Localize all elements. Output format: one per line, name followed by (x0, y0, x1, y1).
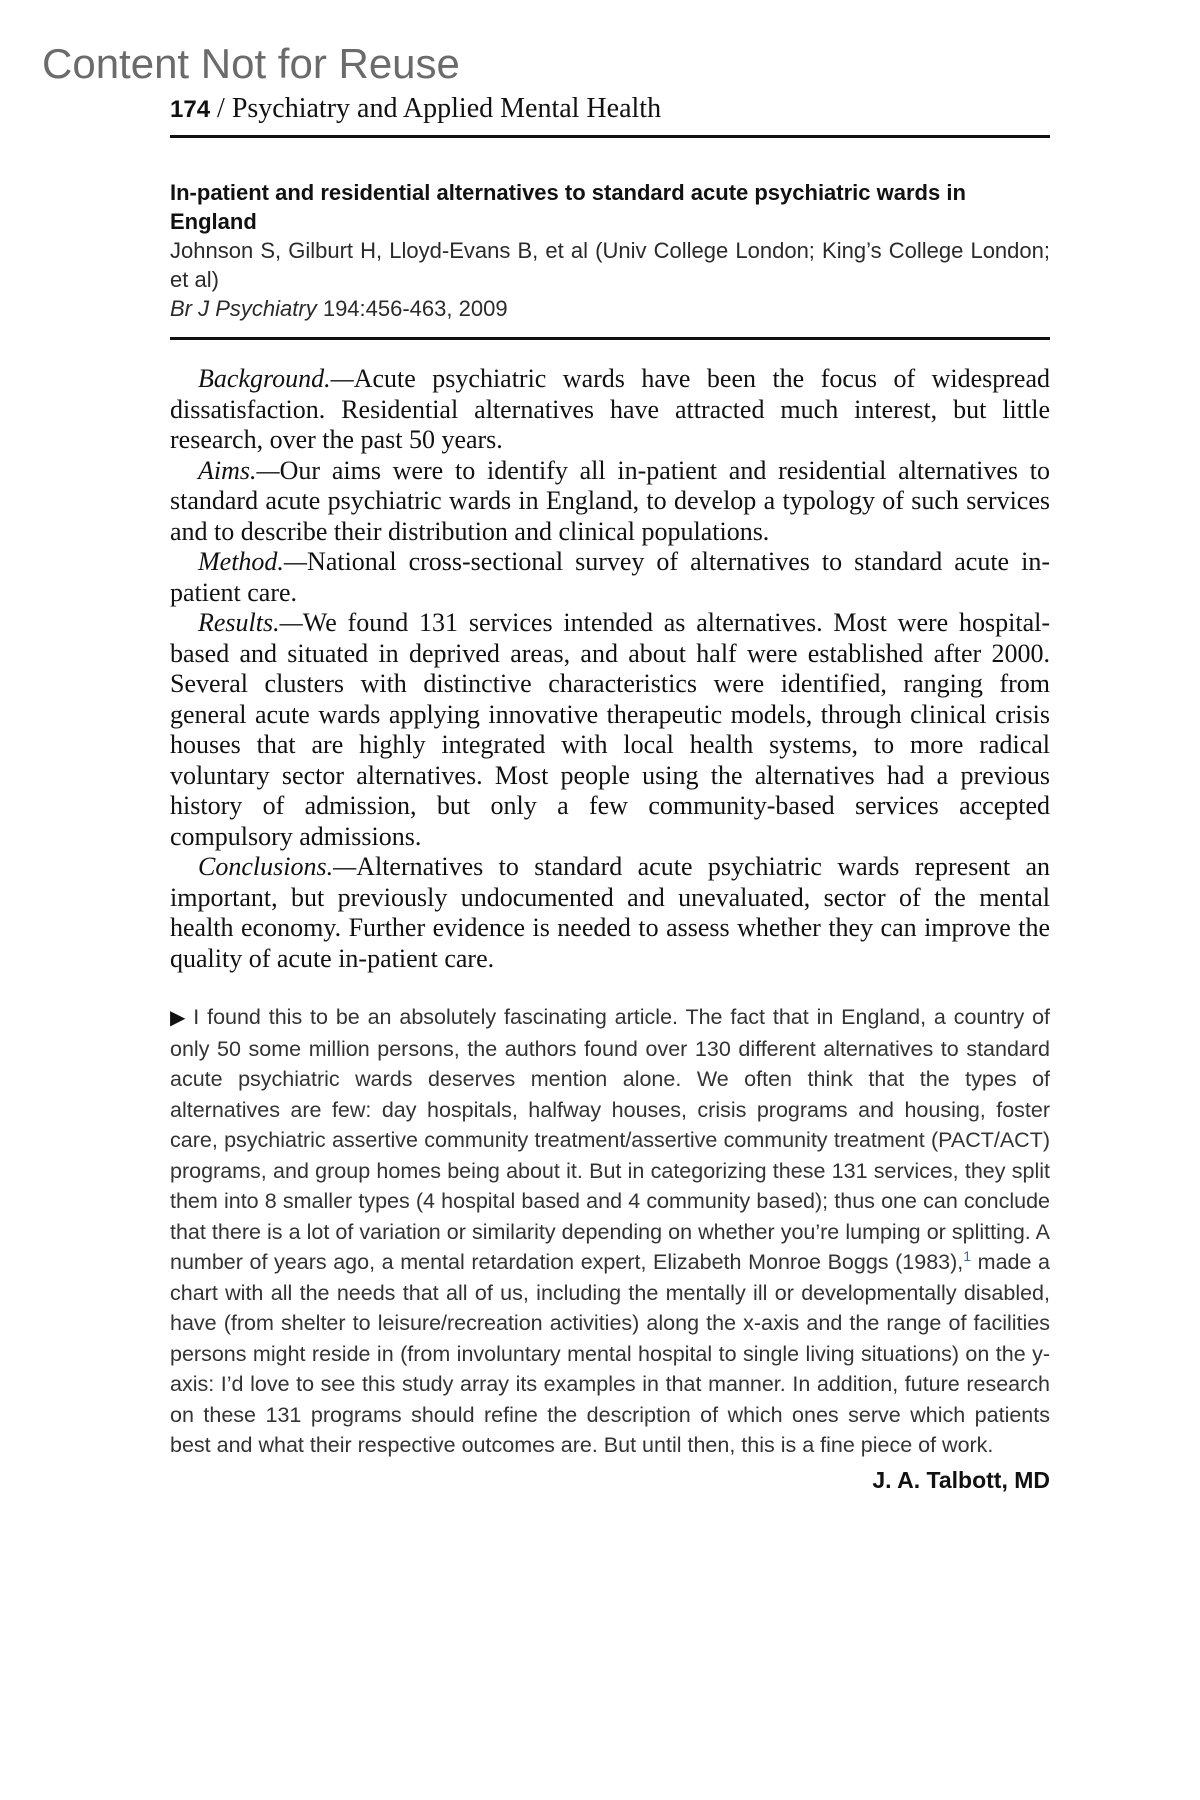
citation-block (170, 178, 1050, 340)
article-authors: Johnson S, Gilburt H, Lloyd-Evans B, et al (Univ College London; King’s College London; et al) (170, 238, 1050, 292)
journal-title: Psychiatry and Applied Mental Health (231, 93, 662, 124)
commentary (170, 1002, 1050, 1461)
abstract-results (170, 608, 1050, 852)
abstract-conclusions (170, 852, 1050, 974)
running-head (170, 90, 1050, 138)
results-heading: Results.— (198, 608, 303, 637)
aims-heading: Aims.— (198, 455, 280, 485)
reference-link[interactable]: 1 (963, 1247, 972, 1264)
method-text: National cross-sectional survey of alternatives to standard acute in-patient care. (170, 547, 1050, 607)
method-heading: Method.— (198, 547, 308, 576)
journal-reference: 194:456-463, 2009 (322, 296, 508, 321)
commentary-text-continued: made a chart with all the needs that all of us, including the mentally ill or developmentally disabled, have (from shelter to leisure/recreation activities) along the x-axis and the range of facilities persons might reside in (from involuntary mental hospital to single living situations) on the y-axis: I’d love to see this study array its examples in that manner. In addition, future research on these 131 programs should refine the description of which ones serve which patients best and what their respective outcomes are. But until then, this is a fine piece of work. (170, 1250, 1050, 1457)
conclusions-heading: Conclusions.— (198, 852, 357, 881)
triangle-marker-icon: ▶ (170, 1007, 188, 1029)
article-title: In-patient and residential alternatives to standard acute psychiatric wards in England (170, 180, 966, 234)
journal-page (170, 90, 1050, 1495)
journal-citation (170, 294, 1050, 323)
page-number: 174 (170, 96, 211, 123)
abstract-background (170, 364, 1050, 456)
aims-text: Our aims were to identify all in-patient and residential alternatives to standard acute psychiatric wards in England, to develop a typology of such services and to describe their distribution and clinical populations. (170, 455, 1050, 546)
conclusions-text: Alternatives to standard acute psychiatric wards represent an important, but previously undocumented and unevaluated, sector of the mental health economy. Further evidence is needed to assess whether they can improve the quality of acute in-patient care. (170, 852, 1050, 973)
abstract-aims (170, 456, 1050, 548)
background-heading: Background.— (198, 364, 354, 393)
journal-name: Br J Psychiatry (170, 296, 317, 321)
abstract-method (170, 547, 1050, 608)
abstract (170, 364, 1050, 974)
head-separator: / (217, 93, 225, 124)
watermark: Content Not for Reuse (42, 40, 460, 87)
commentator-signature: J. A. Talbott, MD (872, 1466, 1050, 1493)
results-text: We found 131 services intended as alternatives. Most were hospital-based and situated in deprived areas, and about half were established after 2000. Several clusters with distinctive characteristics were identified, ranging from general acute wards applying innovative therapeutic models, through clinical crisis houses that are highly integrated with local health systems, to more radical voluntary sector alternatives. Most people using the alternatives had a previous history of admission, but only a few community-based services accepted compulsory admissions. (170, 608, 1050, 851)
commentary-text: I found this to be an absolutely fascinating article. The fact that in England, a country of only 50 some million persons, the authors found over 130 different alternatives to standard acute psychiatric wards deserves mention alone. We often think that the types of alternatives are few: day hospitals, halfway houses, crisis programs and housing, foster care, psychiatric assertive community treatment/assertive community treatment (PACT/ACT) programs, and group homes being about it. But in categorizing these 131 services, they split them into 8 smaller types (4 hospital based and 4 community based); thus one can conclude that there is a lot of variation or similarity depending on whether you’re lumping or splitting. A number of years ago, a mental retardation expert, Elizabeth Monroe Boggs (1983), (170, 1005, 1050, 1274)
background-text: Acute psychiatric wards have been the focus of widespread dissatisfaction. Residential alternatives have attracted much interest, but little research, over the past 50 years. (170, 364, 1050, 454)
